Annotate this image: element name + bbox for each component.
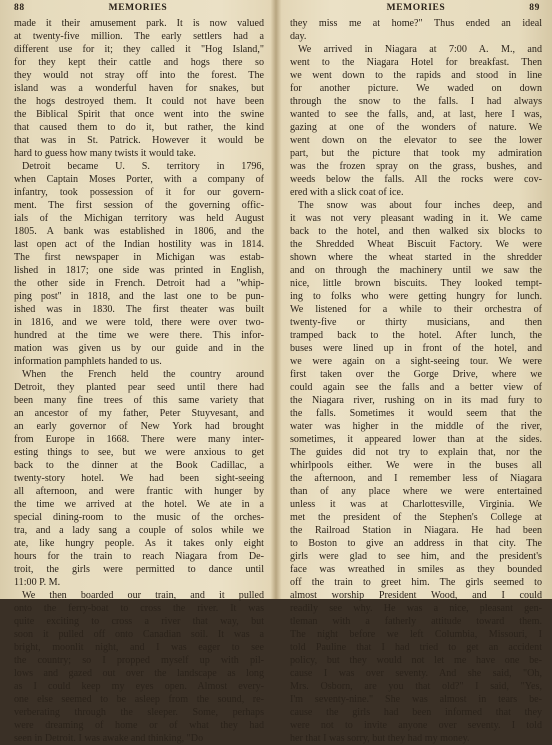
right-page — [280, 0, 550, 744]
text-line: an early governor of New York had brought — [14, 421, 264, 432]
text-line: her that I was sorry, but they had my money. — [290, 733, 470, 744]
text-line: gazing at one of the wonders of nature. We — [290, 122, 542, 133]
text-line: for another picture. We waded on down — [290, 83, 542, 94]
text-line: one else seemed to be asleep from the sound, re- — [14, 694, 264, 705]
right-running-head: MEMORIES — [386, 3, 446, 13]
text-line: seen in Detroit. I was awake and thinking, "Do — [14, 733, 204, 744]
text-line: We then boarded our train, and it pulled — [22, 590, 264, 601]
text-line: We listened for a while to their orchestra of — [290, 304, 542, 315]
text-line: Mrs. Osborn, are you that old?" I said, "Yes, — [290, 681, 542, 692]
text-line: policy, but they would not let me have one be- — [290, 655, 542, 666]
text-line: been many fine trees of this same variety that — [14, 395, 264, 406]
text-line: we were again on a sight-seeing tour. We were — [290, 356, 542, 367]
text-line: from Europe in 1668. There were many inter- — [14, 434, 264, 445]
text-line: were dreaming of home or of what they had — [14, 720, 264, 731]
text-line: went to the Niagara Hotel for breakfast. Then — [290, 57, 542, 68]
text-line: off the train to greet him. The girls seemed to — [290, 577, 542, 588]
text-line: the Niagara river, rushing on in its mad fury to — [290, 395, 542, 406]
text-line: girls were glad to see him, and the president's — [290, 551, 542, 562]
text-line: to Boston to give an address in that city. The — [290, 538, 542, 549]
left-page-text — [14, 17, 264, 745]
text-line: met the president of the Stephen's College at — [290, 512, 542, 523]
text-line: the time we arrived at the hotel. We ate in a — [14, 499, 264, 510]
text-line: verberating through the sleeper. Some, perhaps — [14, 707, 264, 718]
text-line: the falls. Sometimes it would seem that the — [290, 408, 542, 419]
text-line: the other side in French. Detroit had a "whip- — [14, 278, 264, 289]
text-line: tra, and a lady sang a couple of solos while we — [14, 525, 264, 536]
left-page-header — [14, 3, 262, 15]
text-line: wanted to see the falls, and, at last, here I was, — [290, 109, 542, 120]
text-line: onto the ferry-boat to cross the river. It was — [14, 603, 264, 614]
text-line: was the frozen spray on the grass, bushes, and — [290, 161, 542, 172]
text-line: all afternoon, and were frantic with hunger by — [14, 486, 264, 497]
text-line: made it their amusement park. It is now valued — [14, 18, 264, 29]
text-line: and on through the machinery until we saw the — [290, 265, 542, 276]
text-line: last open act of the Indian hostility was in 1814. — [14, 239, 264, 250]
text-line: nice, little brown biscuits. They looked tempt- — [290, 278, 542, 289]
text-line: The guides did not try to explain that, nor the — [290, 447, 542, 458]
text-line: face was wreathed in smiles as they bounded — [290, 564, 542, 575]
text-line: whirlpools either. We were in the buses all — [290, 460, 542, 471]
text-line: when Captain Moses Porter, with a company of — [14, 174, 264, 185]
text-line: back to the hotel, and then walked six blocks to — [290, 226, 542, 237]
text-line: hard to guess how many twists it would take. — [14, 148, 196, 159]
text-line: I'm seventy-nine." She was almost in tears be- — [290, 694, 542, 705]
text-line: unless it was at Charlottesville, Virginia. We — [290, 499, 542, 510]
right-page-header — [292, 3, 540, 15]
text-line: the country; so I propped myself up with pil- — [14, 655, 264, 666]
text-line: quite exciting to cross a river that way, but — [14, 616, 264, 627]
text-line: the afternoon, and I remember less of Niagara — [290, 473, 542, 484]
text-line: The night before we left Columbia, Missouri, I — [290, 629, 542, 640]
text-line: buses were lined up in front of the hotel, and — [290, 343, 542, 354]
right-page-number: 89 — [529, 3, 540, 13]
right-page-text — [290, 17, 542, 745]
text-line: we went down to the rapids and stood in line — [290, 70, 542, 81]
text-line: bright, moonlit night, and I was eager to see — [14, 642, 264, 653]
text-line: tramped back to the hotel. After lunch, the — [290, 330, 542, 341]
text-line: the Shredded Wheat Biscuit Factory. We were — [290, 239, 542, 250]
text-line: part, but the picture that took my admiration — [290, 148, 542, 159]
text-line: for they kept their cattle and hogs there so — [14, 57, 264, 68]
text-line: at twenty-five million. The early settlers had a — [14, 31, 264, 42]
text-line: weeds below the falls. All the rocks were cov- — [290, 174, 542, 185]
text-line: ment. The first session of the governing offic- — [14, 200, 264, 211]
text-line: shown where the wheat started in the shredder — [290, 252, 542, 263]
text-line: cause I was over seventy. And she said, "Oh, — [290, 668, 542, 679]
text-line: ished was in 1830. The first theater was built — [14, 304, 264, 315]
text-line: ing to folks who were getting hungry for lunch. — [290, 291, 542, 302]
text-line: Detroit became U. S. territory in 1796, — [22, 161, 264, 172]
text-line: it was not very pleasant wading in it. We came — [290, 213, 542, 224]
text-line: The first newspaper in Michigan was estab- — [14, 252, 264, 263]
text-line: When the French held the country around — [22, 369, 264, 380]
text-line: the Biblical Spirit that once went into the swine — [14, 109, 264, 120]
text-line: tleman with a fatherly attitude toward them. — [290, 616, 542, 627]
text-line: the Railroad Station in Niagara. He had been — [290, 525, 542, 536]
text-line: day. — [290, 31, 307, 42]
text-line: in 1816, and we were told, there were over two- — [14, 317, 264, 328]
text-line: We arrived in Niagara at 7:00 A. M., and — [298, 44, 542, 55]
text-line: twenty-story hotel. We had been sight-seeing — [14, 473, 264, 484]
text-line: infantry, took possession of it for our govern- — [14, 187, 264, 198]
text-line: The snow was about four inches deep, and — [298, 200, 542, 211]
text-line: lished in 1817; one side was printed in English, — [14, 265, 264, 276]
left-page — [2, 0, 272, 744]
text-line: that caused them to do it, but rather, the kind — [14, 122, 264, 133]
text-line: that was in St. Patrick. However it would be — [14, 135, 264, 146]
text-line: 1805. A bank was established in 1806, and the — [14, 226, 264, 237]
text-line: readily see why. He was a nice, pleasant gen- — [290, 603, 542, 614]
text-line: island was a wonderful haven for snakes, but — [14, 83, 264, 94]
text-line: mation was given us by our guide and in the — [14, 343, 264, 354]
text-line: soon it pulled off onto Canadian soil. It was a — [14, 629, 264, 640]
text-line: told Pauline that I had tried to get an accident — [290, 642, 542, 653]
text-line: back to the dinner at the Book Cadillac, a — [14, 460, 264, 471]
text-line: could again see the falls and a better view of — [290, 382, 542, 393]
text-line: troit, the girls were permitted to dance until — [14, 564, 264, 575]
text-line: water was higher in the middle of the river, — [290, 421, 542, 432]
text-line: ered with a slick coat of ice. — [290, 187, 404, 198]
text-line: the hogs destroyed them. It could not have been — [14, 96, 264, 107]
text-line: different use for it; they called it "Hog Island," — [14, 44, 264, 55]
text-line: almost worship President Wood, and I could — [290, 590, 542, 601]
text-line: went down on the elevator to see the lower — [290, 135, 542, 146]
text-line: they miss me at home?" Thus ended an ideal — [290, 18, 542, 29]
text-line: information pamphlets handed to us. — [14, 356, 162, 367]
text-line: first taken over the Gorge Drive, where we — [290, 369, 542, 380]
text-line: sometimes, it appeared lower than at the sides. — [290, 434, 542, 445]
text-line: ials of the Michigan territory was held August — [14, 213, 264, 224]
text-line: 11:00 P. M. — [14, 577, 61, 588]
text-line: hundred at the time we were there. This infor- — [14, 330, 264, 341]
text-line: were not to invite anyone over seventy. I told — [290, 720, 542, 731]
text-line: ping post" in 1818, and the last one to be pun- — [14, 291, 264, 302]
text-line: they would not stray off into the forest. The — [14, 70, 264, 81]
text-line: ate, like hungry people. As it takes only eight — [14, 538, 264, 549]
text-line: through the snow to the falls. I had always — [290, 96, 542, 107]
text-line: cause the girls had been informed that they — [290, 707, 542, 718]
text-line: lows and gazed out over the landscape as long — [14, 668, 264, 679]
text-line: Detroit, they planted pear seed until there had — [14, 382, 264, 393]
text-line: an ancestor of my father, Peter Stuyvesant, and — [14, 408, 264, 419]
text-line: hours for the train to reach Niagara from De- — [14, 551, 264, 562]
text-line: esting things to see, but we were anxious to get — [14, 447, 264, 458]
text-line: as I could keep my eyes open. Almost every- — [14, 681, 264, 692]
text-line: twenty-five or thirty musicians, and then — [290, 317, 542, 328]
left-running-head: MEMORIES — [108, 3, 168, 13]
text-line: special dining-room to the music of the orches- — [14, 512, 264, 523]
text-line: than of any place where we were entertained — [290, 486, 542, 497]
left-page-number: 88 — [14, 3, 25, 13]
